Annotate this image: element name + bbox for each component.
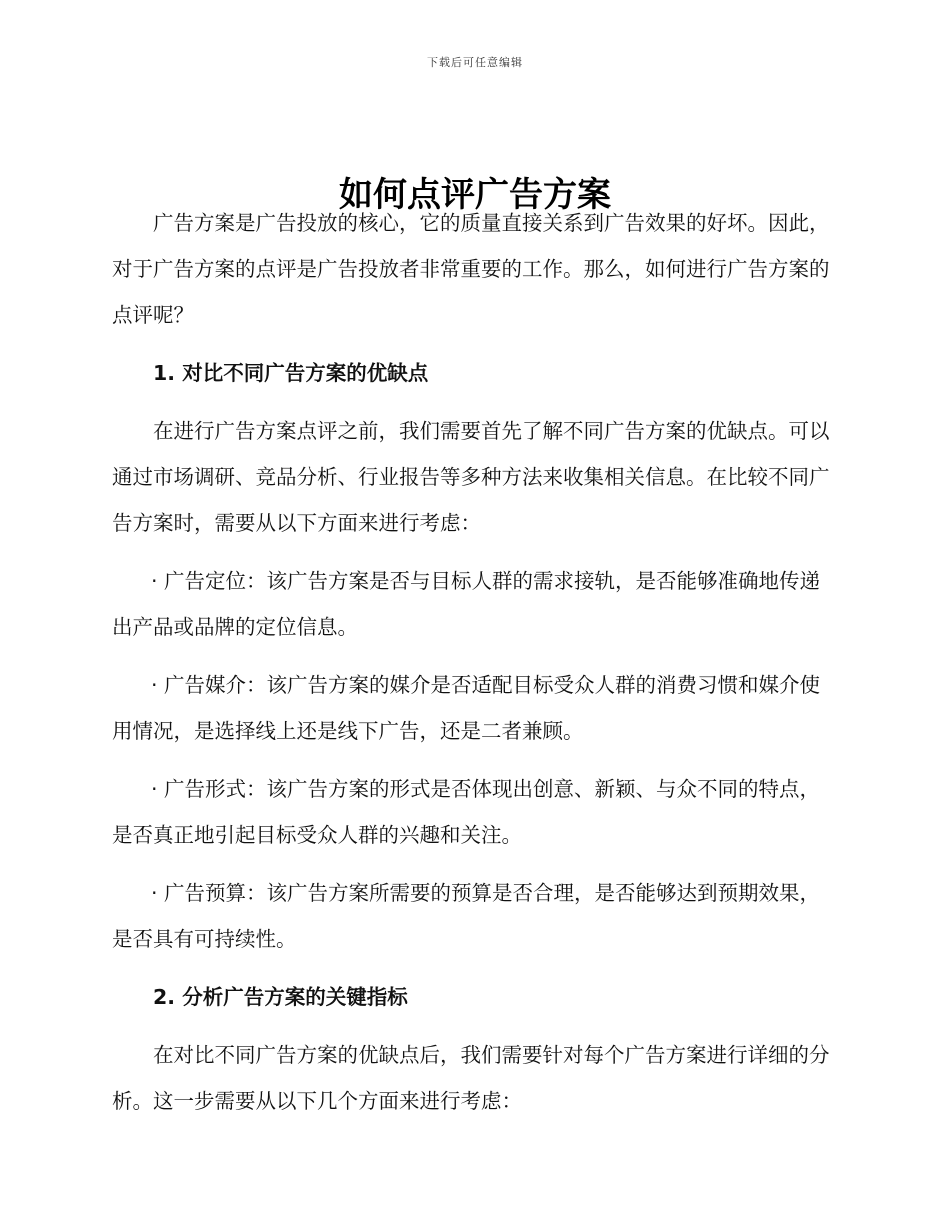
bullet-ad-media: · 广告媒介：该广告方案的媒介是否适配目标受众人群的消费习惯和媒介使用情况，是选择线上还是线下广告，还是二者兼顾。: [112, 673, 820, 743]
section-1-paragraph: 在进行广告方案点评之前，我们需要首先了解不同广告方案的优缺点。可以通过市场调研、竞品分析、行业报告等多种方法来收集相关信息。在比较不同广告方案时，需要从以下方面来进行考虑：: [112, 419, 830, 535]
section-2-heading: 2. 分析广告方案的关键指标: [153, 985, 408, 1009]
bullet-ad-budget: · 广告预算：该广告方案所需要的预算是否合理，是否能够达到预期效果，是否具有可持续性。: [112, 881, 820, 951]
intro-paragraph: 广告方案是广告投放的核心，它的质量直接关系到广告效果的好坏。因此，对于广告方案的点评是广告投放者非常重要的工作。那么，如何进行广告方案的点评呢？: [112, 211, 830, 327]
page-header-note: 下载后可任意编辑: [427, 56, 523, 69]
document-body: [112, 200, 834, 1124]
section-2-paragraph: 在对比不同广告方案的优缺点后，我们需要针对每个广告方案进行详细的分析。这一步需要从以下几个方面来进行考虑：: [112, 1043, 830, 1113]
bullet-ad-format: · 广告形式：该广告方案的形式是否体现出创意、新颖、与众不同的特点，是否真正地引起目标受众人群的兴趣和关注。: [112, 777, 820, 847]
document-title: 如何点评广告方案: [339, 174, 611, 215]
section-1-heading: 1. 对比不同广告方案的优缺点: [153, 361, 429, 385]
bullet-ad-positioning: · 广告定位：该广告方案是否与目标人群的需求接轨，是否能够准确地传递出产品或品牌的定位信息。: [112, 569, 820, 639]
